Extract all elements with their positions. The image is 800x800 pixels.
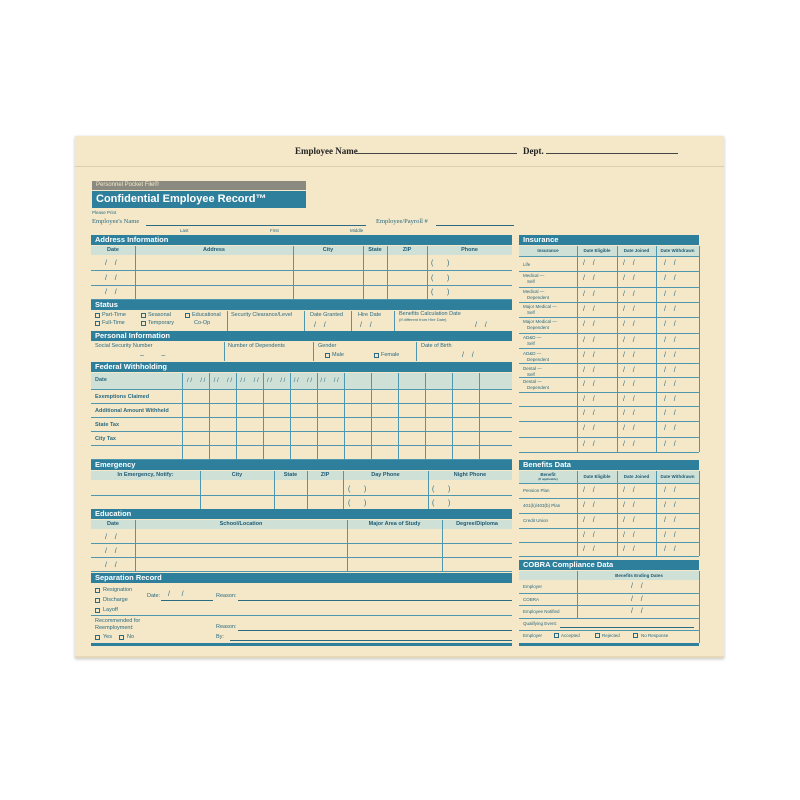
hire-date-slashes[interactable]: / / — [360, 322, 372, 329]
cobra-cobra: COBRA — [523, 597, 540, 602]
date-slashes[interactable]: / / — [583, 487, 595, 494]
federal-grid-line — [479, 373, 480, 459]
date-slashes[interactable]: / / — [664, 352, 676, 359]
date-slashes[interactable]: / / — [623, 396, 635, 403]
date-slashes[interactable]: / / — [623, 275, 635, 282]
benefits-calc-slashes[interactable]: / / — [475, 322, 487, 329]
date-slashes[interactable]: / / — [664, 381, 676, 388]
dob-label: Date of Birth — [421, 343, 452, 349]
full-time-label: Full-Time — [102, 320, 125, 326]
benefits-calc-label: Benefits Calculation Date — [399, 311, 461, 317]
male-label: Male — [332, 352, 344, 358]
phone-parens[interactable]: ( ) — [431, 289, 450, 296]
table-row-line — [519, 452, 699, 453]
col-zip: ZIP — [402, 247, 412, 253]
female-label: Female — [381, 352, 400, 358]
last-caption: Last — [180, 228, 189, 233]
ins-self: Self — [527, 372, 535, 377]
folder-bottom-edge — [75, 656, 724, 658]
night-phone-parens[interactable]: ( ) — [432, 486, 451, 493]
cobra-grid-line — [699, 571, 700, 643]
no-checkbox[interactable] — [119, 635, 124, 640]
date-slashes[interactable]: / / — [583, 441, 595, 448]
emergency-section-header: Emergency — [91, 460, 512, 470]
ins-medical: Medical — — [523, 289, 545, 294]
table-row-line — [519, 317, 699, 318]
female-checkbox[interactable] — [374, 353, 379, 358]
date-slashes[interactable]: / / — [664, 396, 676, 403]
ins-self: Self — [527, 341, 535, 346]
date-slashes[interactable]: / / — [664, 367, 676, 374]
date-slashes[interactable]: / / — [664, 546, 676, 553]
date-slashes[interactable]: / / — [583, 502, 595, 509]
table-row-line — [519, 556, 699, 557]
cobra-row-line — [519, 593, 699, 594]
ins-self: Self — [527, 310, 535, 315]
federal-grid-line — [317, 373, 318, 459]
table-row-line — [519, 498, 699, 499]
date-slashes[interactable]: / / — [664, 502, 676, 509]
address-column-headers — [91, 246, 512, 255]
seasonal-label: Seasonal — [148, 312, 171, 318]
address-grid-line — [293, 246, 294, 299]
federal-row-line — [91, 389, 512, 390]
separation-date-slashes[interactable]: / / — [168, 591, 184, 598]
yes-checkbox[interactable] — [95, 635, 100, 640]
cobra-row-line — [519, 630, 699, 631]
rejected-label: Rejected — [602, 633, 620, 638]
resignation-label: Resignation — [103, 587, 133, 593]
date-slashes[interactable]: / / — [664, 517, 676, 524]
temporary-checkbox[interactable] — [141, 321, 146, 326]
night-phone-parens[interactable]: ( ) — [432, 500, 451, 507]
educational-label: Educational — [192, 312, 221, 318]
discharge-checkbox[interactable] — [95, 598, 100, 603]
benefit-pension: Pension Plan — [523, 488, 550, 493]
emergency-grid-line — [274, 471, 275, 509]
ins-medical: Medical — — [523, 273, 545, 278]
cobra-qualifying-event: Qualifying Event: — [523, 621, 558, 626]
gender-label: Gender — [318, 343, 337, 349]
rejected-checkbox[interactable] — [595, 633, 600, 638]
date-slashes[interactable]: / / — [623, 352, 635, 359]
federal-grid-line — [344, 373, 345, 459]
cobra-bottom-bar — [519, 643, 699, 646]
benefits-grid-line — [699, 471, 700, 556]
date-slashes[interactable]: / / — [623, 502, 635, 509]
full-time-checkbox[interactable] — [95, 321, 100, 326]
date-slashes[interactable]: / / — [623, 410, 635, 417]
date-slashes[interactable]: / / — [623, 321, 635, 328]
status-grid-line — [227, 311, 228, 331]
discharge-label: Discharge — [103, 597, 128, 603]
separation-row-line — [91, 615, 512, 616]
date-granted-label: Date Granted — [310, 312, 344, 318]
address-grid-line — [427, 246, 428, 299]
federal-row-line — [91, 417, 512, 418]
dependents-label: Number of Dependents — [228, 343, 285, 349]
education-row-line — [91, 571, 512, 572]
date-slashes[interactable]: / / — [623, 367, 635, 374]
benefits-calc-note: (If different from Hire Date) — [399, 317, 447, 322]
ins-dependent: Dependent — [527, 295, 550, 300]
federal-grid-line — [371, 373, 372, 459]
federal-grid-line — [236, 373, 237, 459]
date-slashes[interactable]: / / — [583, 337, 595, 344]
phone-parens[interactable]: ( ) — [431, 275, 450, 282]
date-slashes[interactable]: / / — [583, 532, 595, 539]
education-grid-line — [135, 520, 136, 572]
table-row-line — [519, 437, 699, 438]
security-clearance-label: Security Clearance/Level — [231, 312, 293, 318]
date-slashes[interactable]: / / — [583, 291, 595, 298]
date-slashes[interactable]: / / — [664, 260, 676, 267]
reemployment-reason-label: Reason: — [216, 624, 237, 630]
separation-date-field[interactable] — [161, 600, 213, 601]
edu-date-slashes[interactable]: / / — [105, 548, 117, 555]
date-granted-slashes[interactable]: / / — [314, 322, 326, 329]
table-row-line — [519, 421, 699, 422]
emergency-grid-line — [307, 471, 308, 509]
education-row-line — [91, 543, 512, 544]
address-row-line — [91, 285, 512, 286]
seasonal-checkbox[interactable] — [141, 313, 146, 318]
male-checkbox[interactable] — [325, 353, 330, 358]
education-grid-line — [347, 520, 348, 572]
date-slashes[interactable]: / / — [664, 337, 676, 344]
employee-name-field[interactable] — [146, 225, 366, 226]
status-grid-line — [304, 311, 305, 331]
part-time-label: Part-Time — [102, 312, 126, 318]
date-slashes[interactable]: / / — [623, 381, 635, 388]
cobra-grid-line — [577, 571, 578, 618]
table-row-line — [519, 287, 699, 288]
tab-employee-name-label: Employee Name — [295, 146, 358, 156]
cobra-row-line — [519, 605, 699, 606]
ins-dependent: Dependent — [527, 385, 550, 390]
dob-slashes[interactable]: / / — [462, 352, 474, 359]
education-column-headers: Date School/Location Major Area of Study Degree/Diploma — [91, 520, 512, 529]
educational-checkbox[interactable] — [185, 313, 190, 318]
cobra-employee-notified: Employee Notified — [523, 609, 560, 614]
address-grid-line — [387, 246, 388, 299]
recommended-label: Recommended for — [95, 618, 141, 624]
cobra-section-header: COBRA Compliance Data — [519, 560, 699, 570]
table-row-line — [519, 333, 699, 334]
personal-grid-line — [416, 342, 417, 361]
insurance-column-headers: Insurance Date Eligible Date Joined Date Withdrawn — [519, 246, 699, 256]
cobra-column-headers: Benefits Ending Dates — [519, 571, 699, 580]
date-slashes[interactable]: / / — [664, 532, 676, 539]
date-slashes[interactable]: / / — [583, 410, 595, 417]
tab-dept-label: Dept. — [523, 146, 544, 156]
accepted-checkbox[interactable] — [554, 633, 559, 638]
insurance-section-header: Insurance — [519, 235, 699, 245]
date-slashes[interactable]: / / — [664, 275, 676, 282]
emergency-grid-line — [200, 471, 201, 509]
form-title: Confidential Employee Record™ — [92, 191, 306, 208]
layoff-checkbox[interactable] — [95, 608, 100, 613]
federal-row-line — [91, 403, 512, 404]
education-row-line — [91, 557, 512, 558]
date-slashes[interactable]: / / — [623, 425, 635, 432]
date-slashes[interactable]: / / — [583, 517, 595, 524]
federal-grid-line — [209, 373, 210, 459]
reemployment-label: Reemployment: — [95, 625, 134, 631]
by-label: By: — [216, 634, 224, 640]
temporary-label: Temporary — [148, 320, 174, 326]
emergency-column-headers: In Emergency, Notify: City State ZIP Day Phone Night Phone — [91, 471, 512, 480]
day-phone-parens[interactable]: ( ) — [348, 486, 367, 493]
date-slashes[interactable]: / / — [583, 381, 595, 388]
federal-grid-line — [425, 373, 426, 459]
federal-grid-line — [263, 373, 264, 459]
first-caption: First — [270, 228, 279, 233]
benefit-credit-union: Credit Union — [523, 518, 549, 523]
date-slashes[interactable]: / / — [583, 352, 595, 359]
reemployment-reason-field[interactable] — [238, 630, 512, 631]
date-slashes[interactable]: / / — [105, 260, 117, 267]
emergency-grid-line — [343, 471, 344, 509]
ssn-label: Social Security Number — [95, 343, 153, 349]
emergency-grid-line — [428, 471, 429, 509]
federal-date-label: Date — [95, 377, 107, 383]
edu-date-slashes[interactable]: / / — [105, 534, 117, 541]
cobra-slashes[interactable]: / / — [631, 596, 643, 603]
separation-date-label: Date: — [147, 593, 161, 599]
federal-grid-line — [182, 373, 183, 459]
federal-grid-line — [290, 373, 291, 459]
ins-add: AD&D — — [523, 335, 542, 340]
education-grid-line — [442, 520, 443, 572]
date-slashes[interactable]: / / — [664, 425, 676, 432]
status-section-header: Status — [91, 300, 512, 310]
emergency-row-line — [91, 495, 512, 496]
date-slashes[interactable]: / / — [623, 546, 635, 553]
middle-caption: Middle — [350, 228, 364, 233]
payroll-field[interactable] — [436, 225, 514, 226]
state-tax-label: State Tax — [95, 422, 120, 428]
payroll-label: Employee/Payroll # — [376, 218, 428, 225]
federal-grid-line — [452, 373, 453, 459]
yes-label: Yes — [103, 634, 112, 640]
cobra-employer-response-label: Employer — [523, 633, 543, 638]
tab-employee-name-field[interactable] — [355, 146, 517, 154]
separation-reason-field[interactable] — [238, 600, 512, 601]
address-section-header: Address Information — [91, 235, 512, 245]
coop-label: Co-Op — [194, 320, 211, 326]
table-row-line — [519, 392, 699, 393]
date-slashes[interactable]: / / — [623, 487, 635, 494]
personal-grid-line — [313, 342, 314, 361]
col-city: City — [322, 247, 334, 253]
table-row-line — [519, 271, 699, 272]
city-tax-label: City Tax — [95, 436, 116, 442]
table-row-line — [519, 528, 699, 529]
date-slashes[interactable]: / / — [623, 441, 635, 448]
edu-date-slashes[interactable]: / / — [105, 562, 117, 569]
table-row-line — [519, 513, 699, 514]
date-slashes[interactable]: / / — [105, 275, 117, 282]
status-grid-line — [351, 311, 352, 331]
accepted-label: Accepted — [561, 633, 580, 638]
address-row-line — [91, 270, 512, 271]
table-row-line — [519, 377, 699, 378]
federal-grid-line — [398, 373, 399, 459]
address-grid-line — [363, 246, 364, 299]
no-response-label: No Response — [641, 633, 669, 638]
date-slashes[interactable]: / / — [664, 306, 676, 313]
date-slashes[interactable]: / / — [664, 321, 676, 328]
tab-dept-field[interactable] — [546, 146, 678, 154]
cobra-slashes[interactable]: / / — [631, 583, 643, 590]
date-slashes[interactable]: / / — [623, 337, 635, 344]
table-row-line — [519, 542, 699, 543]
no-response-checkbox[interactable] — [633, 633, 638, 638]
ins-major-medical: Major Medical — — [523, 304, 557, 309]
date-slashes[interactable]: / / — [623, 260, 635, 267]
ins-dependent: Dependent — [527, 357, 550, 362]
education-section-header: Education — [91, 509, 512, 519]
date-slashes[interactable]: / / — [623, 306, 635, 313]
insurance-grid-line — [699, 246, 700, 452]
status-grid-line — [394, 311, 395, 331]
personal-section-header: Personal Information — [91, 331, 512, 341]
col-date: Date — [107, 247, 119, 253]
date-slashes[interactable]: / / — [583, 306, 595, 313]
phone-parens[interactable]: ( ) — [431, 260, 450, 267]
personal-grid-line — [224, 342, 225, 361]
no-label: No — [127, 634, 135, 640]
date-slashes[interactable]: / / — [664, 291, 676, 298]
qualifying-event-field[interactable] — [560, 627, 694, 628]
date-slashes[interactable]: / / — [583, 321, 595, 328]
date-slashes[interactable]: / / — [664, 487, 676, 494]
col-state: State — [368, 247, 382, 253]
separation-section-header: Separation Record — [91, 573, 512, 583]
table-row-line — [519, 363, 699, 364]
federal-date-slashes[interactable]: / / / / / / / / / / / / / / / / / / / / / / / / — [187, 378, 339, 384]
cobra-slashes[interactable]: / / — [631, 608, 643, 615]
hire-date-label: Hire Date — [358, 312, 382, 318]
additional-withheld-label: Additional Amount Withheld — [95, 408, 169, 414]
resignation-checkbox[interactable] — [95, 588, 100, 593]
please-print-note: Please Print — [92, 210, 117, 215]
date-slashes[interactable]: / / — [664, 410, 676, 417]
federal-section-header: Federal Withholding — [91, 362, 512, 372]
by-field[interactable] — [230, 640, 512, 641]
date-slashes[interactable]: / / — [105, 289, 117, 296]
benefits-column-headers: Benefit (If applicable) Date Eligible Date Joined Date Withdrawn — [519, 471, 699, 483]
table-row-line — [519, 302, 699, 303]
date-slashes[interactable]: / / — [583, 275, 595, 282]
benefits-section-header: Benefits Data — [519, 460, 699, 470]
col-address: Address — [202, 247, 225, 253]
table-row-line — [519, 406, 699, 407]
date-slashes[interactable]: / / — [583, 425, 595, 432]
ins-dental: Dental — — [523, 379, 542, 384]
ins-self: Self — [527, 279, 535, 284]
folder-tab-fold — [75, 166, 724, 167]
date-slashes[interactable]: / / — [623, 517, 635, 524]
day-phone-parens[interactable]: ( ) — [348, 500, 367, 507]
date-slashes[interactable]: / / — [583, 260, 595, 267]
layoff-label: Layoff — [103, 607, 118, 613]
employee-name-label: Employee's Name — [92, 218, 140, 225]
ins-life: Life — [523, 262, 531, 267]
ssn-dashes[interactable]: – – — [140, 352, 166, 359]
date-slashes[interactable]: / / — [583, 367, 595, 374]
federal-row-line — [91, 445, 512, 446]
separation-reason-label: Reason: — [216, 593, 237, 599]
date-slashes[interactable]: / / — [583, 546, 595, 553]
ins-dental: Dental — — [523, 366, 542, 371]
table-row-line — [519, 348, 699, 349]
part-time-checkbox[interactable] — [95, 313, 100, 318]
cobra-employer: Employer — [523, 584, 543, 589]
separation-bottom-bar — [91, 643, 512, 646]
address-grid-line — [135, 246, 136, 299]
benefit-401k: 401(k)/403(b) Plan — [523, 503, 561, 508]
table-row-line — [519, 256, 699, 257]
ins-dependent: Dependent — [527, 325, 550, 330]
ins-add: AD&D — — [523, 351, 542, 356]
table-row-line — [519, 483, 699, 484]
ins-major-medical: Major Medical — — [523, 319, 557, 324]
federal-row-line — [91, 431, 512, 432]
date-slashes[interactable]: / / — [583, 396, 595, 403]
product-badge: Personnel Pocket File® — [92, 181, 306, 190]
date-slashes[interactable]: / / — [623, 291, 635, 298]
col-phone: Phone — [461, 247, 478, 253]
date-slashes[interactable]: / / — [664, 441, 676, 448]
exemptions-label: Exemptions Claimed — [95, 394, 150, 400]
cobra-row-line — [519, 618, 699, 619]
date-slashes[interactable]: / / — [623, 532, 635, 539]
